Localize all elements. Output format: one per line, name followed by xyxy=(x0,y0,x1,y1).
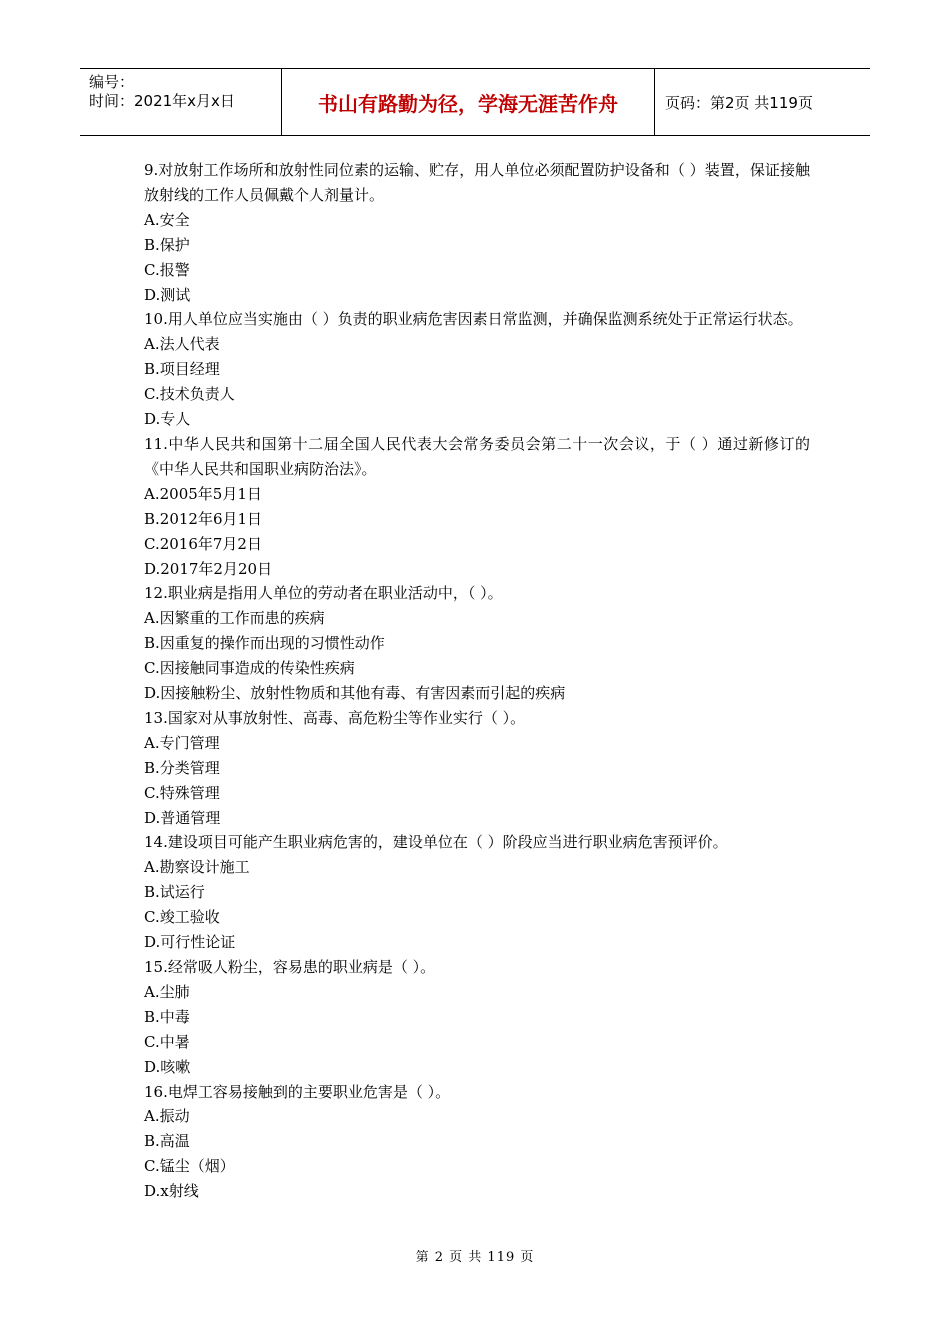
question-option: D.可行性论证 xyxy=(144,933,236,952)
question-option: B.项目经理 xyxy=(144,360,220,379)
time-label: 时间：2021年x月x日 xyxy=(89,92,235,110)
question-option: A.振动 xyxy=(144,1107,190,1126)
number-label: 编号： xyxy=(89,73,135,91)
question-option: C.因接触同事造成的传染性疾病 xyxy=(144,659,355,678)
question-option: A.安全 xyxy=(144,210,190,229)
question-stem: 14.建设项目可能产生职业病危害的，建设单位在（ ）阶段应当进行职业病危害预评价。 xyxy=(144,833,728,852)
question-option: B.试运行 xyxy=(144,883,205,902)
question-option: C.技术负责人 xyxy=(144,385,235,404)
page-header xyxy=(80,68,870,136)
question-stem: 16.电焊工容易接触到的主要职业危害是（ ）。 xyxy=(144,1082,451,1101)
question-option: D.因接触粉尘、放射性物质和其他有毒、有害因素而引起的疾病 xyxy=(144,684,566,703)
question-stem: 13.国家对从事放射性、高毒、高危粉尘等作业实行（ ）。 xyxy=(144,708,526,727)
question-option: D.普通管理 xyxy=(144,808,221,827)
question-option: D.专人 xyxy=(144,410,191,429)
question-list xyxy=(144,158,810,1204)
question-option: A.2005年5月1日 xyxy=(144,484,262,503)
question-option: B.中毒 xyxy=(144,1007,190,1026)
question-option: C.特殊管理 xyxy=(144,783,220,802)
question-option: D.测试 xyxy=(144,285,191,304)
question-option: C.中暑 xyxy=(144,1032,190,1051)
question-stem: 9.对放射工作场所和放射性同位素的运输、贮存，用人单位必须配置防护设备和（ ）装置，保证接触放射线的工作人员佩戴个人剂量计。 xyxy=(144,161,810,204)
question-option: A.勘察设计施工 xyxy=(144,858,250,877)
header-page-info: 页码：第2页 共119页 xyxy=(665,93,813,112)
question-option: A.因繁重的工作而患的疾病 xyxy=(144,609,325,628)
question-option: D.咳嗽 xyxy=(144,1057,191,1076)
question-stem: 11.中华人民共和国第十二届全国人民代表大会常务委员会第二十一次会议，于（ ）通过新修订的《中华人民共和国职业病防治法》。 xyxy=(144,434,810,478)
question-option: B.分类管理 xyxy=(144,758,220,777)
question-option: D.x射线 xyxy=(144,1182,199,1201)
question-stem: 12.职业病是指用人单位的劳动者在职业活动中，（ ）。 xyxy=(144,584,503,603)
question-option: C.竣工验收 xyxy=(144,908,220,927)
question-option: B.高温 xyxy=(144,1132,190,1151)
question-option: A.尘肺 xyxy=(144,982,190,1001)
question-option: C.报警 xyxy=(144,260,190,279)
question-option: B.保护 xyxy=(144,235,190,254)
question-option: A.专门管理 xyxy=(144,733,220,752)
question-option: D.2017年2月20日 xyxy=(144,559,273,578)
header-meta xyxy=(80,69,282,135)
question-option: B.2012年6月1日 xyxy=(144,509,263,528)
header-motto: 书山有路勤为径，学海无涯苦作舟 xyxy=(282,69,655,135)
question-stem: 15.经常吸人粉尘，容易患的职业病是（ ）。 xyxy=(144,958,436,976)
question-option: B.因重复的操作而出现的习惯性动作 xyxy=(144,634,385,653)
question-option: A.法人代表 xyxy=(144,335,220,354)
question-option: C.2016年7月2日 xyxy=(144,534,262,553)
question-stem: 10.用人单位应当实施由（ ）负责的职业病危害因素日常监测，并确保监测系统处于正常运行状态。 xyxy=(144,310,803,329)
page-footer: 第 2 页 共 119 页 xyxy=(415,1250,535,1265)
question-option: C.锰尘（烟） xyxy=(144,1157,235,1176)
